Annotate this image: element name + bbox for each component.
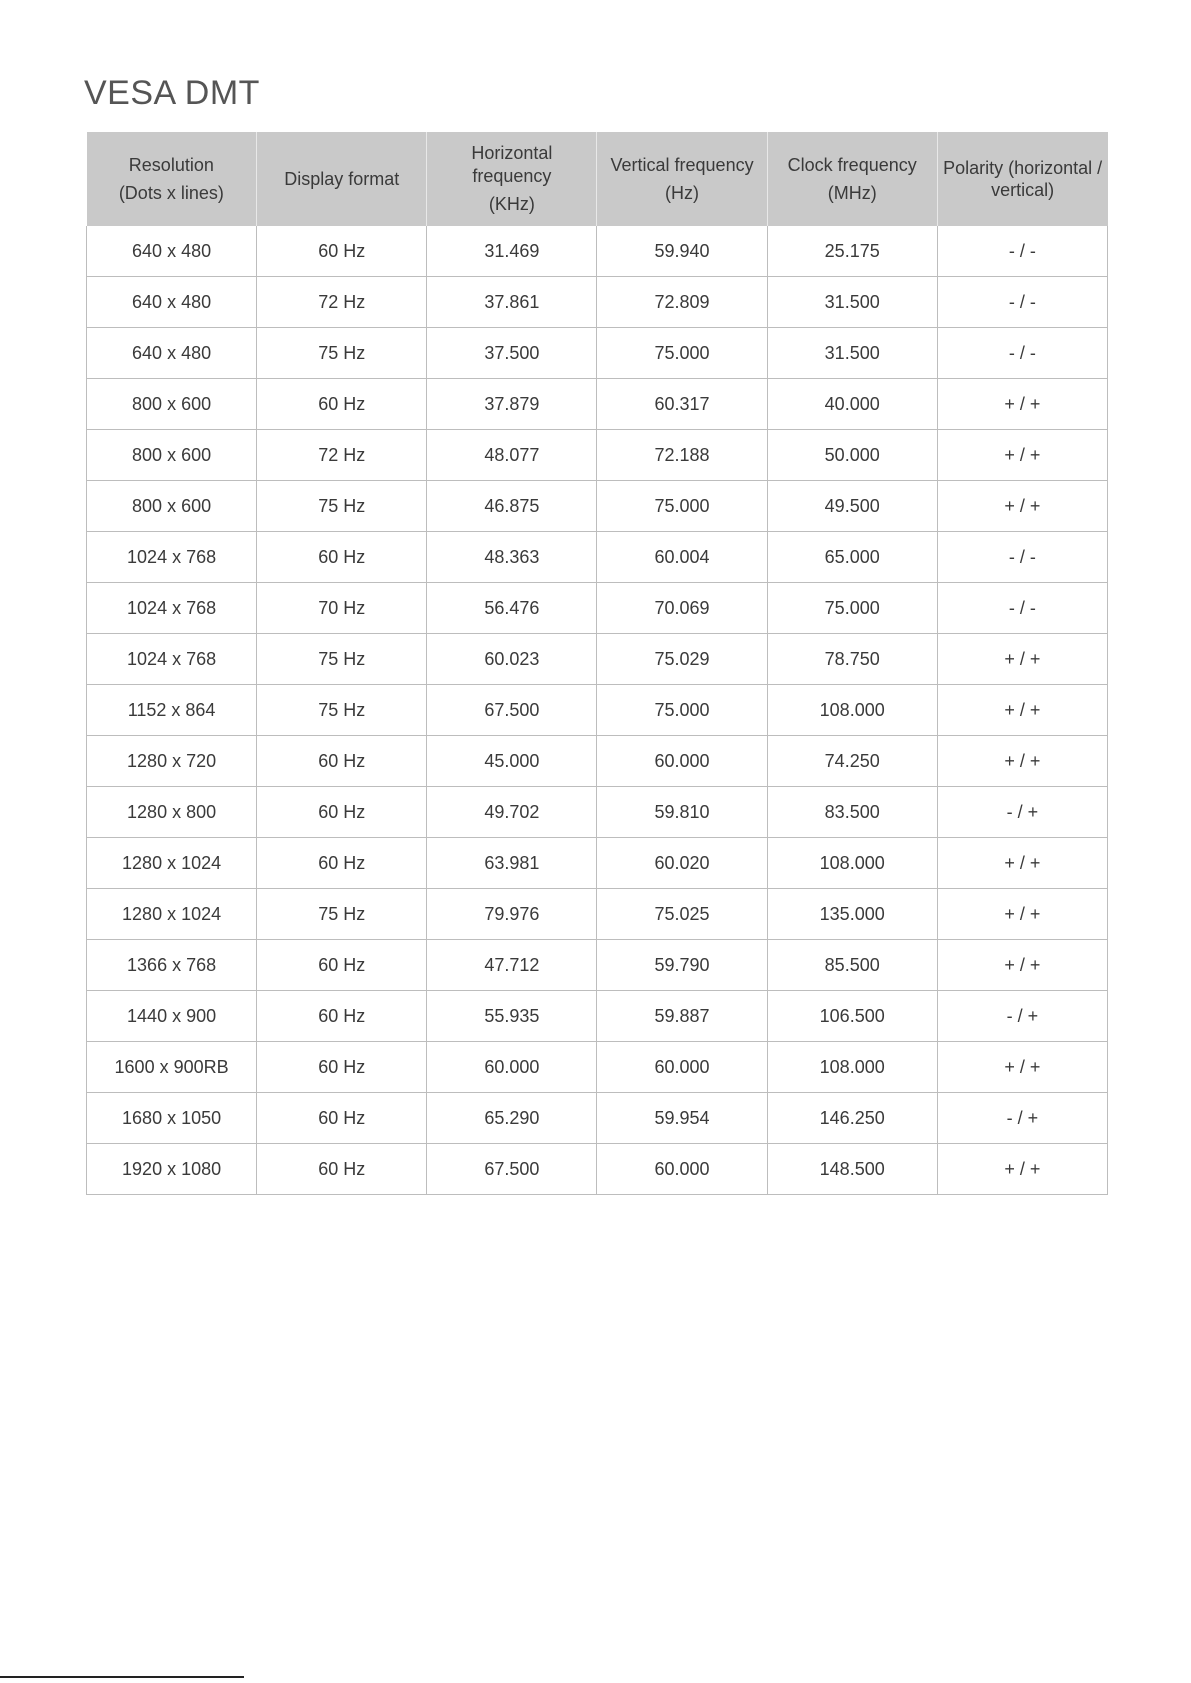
cell-polarity: + / + [937, 634, 1107, 685]
cell-polarity: - / - [937, 532, 1107, 583]
header-unit: (Hz) [665, 183, 700, 203]
cell-horizontal-frequency: 65.290 [427, 1093, 597, 1144]
header-label: Resolution [128, 154, 214, 175]
cell-display-format: 60 Hz [257, 1042, 427, 1093]
cell-resolution: 1024 x 768 [87, 634, 257, 685]
cell-horizontal-frequency: 31.469 [427, 226, 597, 277]
table-row [87, 532, 1108, 583]
vesa-dmt-table [86, 132, 1108, 1195]
header-label: Polarity (horizontal / vertical) [943, 157, 1103, 200]
cell-vertical-frequency: 59.954 [597, 1093, 767, 1144]
cell-horizontal-frequency: 48.363 [427, 532, 597, 583]
cell-resolution: 1600 x 900RB [87, 1042, 257, 1093]
cell-horizontal-frequency: 60.023 [427, 634, 597, 685]
cell-resolution: 800 x 600 [87, 379, 257, 430]
cell-clock-frequency: 75.000 [767, 583, 937, 634]
cell-clock-frequency: 83.500 [767, 787, 937, 838]
cell-resolution: 640 x 480 [87, 226, 257, 277]
cell-resolution: 1920 x 1080 [87, 1144, 257, 1195]
cell-vertical-frequency: 75.025 [597, 889, 767, 940]
footnote-rule [0, 1676, 244, 1678]
cell-resolution: 1152 x 864 [87, 685, 257, 736]
table-row [87, 328, 1108, 379]
cell-clock-frequency: 108.000 [767, 838, 937, 889]
cell-horizontal-frequency: 79.976 [427, 889, 597, 940]
cell-horizontal-frequency: 46.875 [427, 481, 597, 532]
cell-vertical-frequency: 60.000 [597, 736, 767, 787]
cell-vertical-frequency: 75.000 [597, 481, 767, 532]
cell-vertical-frequency: 70.069 [597, 583, 767, 634]
cell-display-format: 72 Hz [257, 277, 427, 328]
cell-display-format: 72 Hz [257, 430, 427, 481]
cell-clock-frequency: 85.500 [767, 940, 937, 991]
cell-polarity: - / - [937, 583, 1107, 634]
table-row [87, 1093, 1108, 1144]
table-row [87, 991, 1108, 1042]
cell-vertical-frequency: 59.790 [597, 940, 767, 991]
cell-clock-frequency: 49.500 [767, 481, 937, 532]
table-row [87, 838, 1108, 889]
cell-vertical-frequency: 75.000 [597, 685, 767, 736]
table-row [87, 379, 1108, 430]
cell-resolution: 1680 x 1050 [87, 1093, 257, 1144]
cell-clock-frequency: 50.000 [767, 430, 937, 481]
table-row [87, 634, 1108, 685]
cell-horizontal-frequency: 67.500 [427, 1144, 597, 1195]
cell-vertical-frequency: 59.887 [597, 991, 767, 1042]
cell-polarity: - / - [937, 226, 1107, 277]
cell-clock-frequency: 31.500 [767, 277, 937, 328]
cell-clock-frequency: 148.500 [767, 1144, 937, 1195]
cell-display-format: 60 Hz [257, 838, 427, 889]
cell-vertical-frequency: 59.940 [597, 226, 767, 277]
cell-display-format: 60 Hz [257, 736, 427, 787]
header-polarity [937, 132, 1107, 226]
cell-clock-frequency: 65.000 [767, 532, 937, 583]
cell-clock-frequency: 135.000 [767, 889, 937, 940]
cell-polarity: + / + [937, 379, 1107, 430]
cell-polarity: + / + [937, 481, 1107, 532]
cell-polarity: - / + [937, 787, 1107, 838]
header-label: Display format [284, 168, 400, 189]
header-horizontal-frequency [427, 132, 597, 226]
table-row [87, 685, 1108, 736]
cell-horizontal-frequency: 37.861 [427, 277, 597, 328]
header-resolution [87, 132, 257, 226]
cell-clock-frequency: 40.000 [767, 379, 937, 430]
cell-clock-frequency: 78.750 [767, 634, 937, 685]
cell-horizontal-frequency: 56.476 [427, 583, 597, 634]
header-label: Horizontal frequency [471, 143, 553, 186]
cell-vertical-frequency: 60.004 [597, 532, 767, 583]
header-unit: (MHz) [827, 183, 877, 203]
cell-display-format: 75 Hz [257, 328, 427, 379]
cell-resolution: 1280 x 720 [87, 736, 257, 787]
header-unit: (KHz) [488, 194, 535, 215]
cell-horizontal-frequency: 37.500 [427, 328, 597, 379]
table-row [87, 787, 1108, 838]
cell-vertical-frequency: 72.809 [597, 277, 767, 328]
header-display-format [257, 132, 427, 226]
cell-display-format: 60 Hz [257, 991, 427, 1042]
header-clock-frequency [767, 132, 937, 226]
cell-horizontal-frequency: 45.000 [427, 736, 597, 787]
cell-vertical-frequency: 60.317 [597, 379, 767, 430]
cell-resolution: 1024 x 768 [87, 583, 257, 634]
cell-display-format: 70 Hz [257, 583, 427, 634]
cell-display-format: 75 Hz [257, 685, 427, 736]
cell-polarity: + / + [937, 889, 1107, 940]
cell-resolution: 800 x 600 [87, 430, 257, 481]
cell-display-format: 60 Hz [257, 1144, 427, 1195]
table-row [87, 940, 1108, 991]
page-title: VESA DMT [84, 74, 260, 112]
cell-polarity: + / + [937, 736, 1107, 787]
cell-resolution: 800 x 600 [87, 481, 257, 532]
cell-display-format: 75 Hz [257, 634, 427, 685]
cell-resolution: 640 x 480 [87, 277, 257, 328]
cell-horizontal-frequency: 60.000 [427, 1042, 597, 1093]
cell-display-format: 60 Hz [257, 940, 427, 991]
table-row [87, 277, 1108, 328]
cell-resolution: 1440 x 900 [87, 991, 257, 1042]
table-row [87, 430, 1108, 481]
cell-horizontal-frequency: 37.879 [427, 379, 597, 430]
cell-resolution: 1280 x 1024 [87, 889, 257, 940]
cell-polarity: - / - [937, 277, 1107, 328]
cell-polarity: + / + [937, 430, 1107, 481]
cell-clock-frequency: 146.250 [767, 1093, 937, 1144]
cell-display-format: 60 Hz [257, 787, 427, 838]
cell-polarity: + / + [937, 1042, 1107, 1093]
table-row [87, 1042, 1108, 1093]
cell-clock-frequency: 108.000 [767, 1042, 937, 1093]
header-unit: (Dots x lines) [118, 183, 224, 203]
cell-resolution: 1024 x 768 [87, 532, 257, 583]
cell-display-format: 60 Hz [257, 226, 427, 277]
cell-resolution: 1366 x 768 [87, 940, 257, 991]
cell-resolution: 1280 x 800 [87, 787, 257, 838]
cell-vertical-frequency: 75.000 [597, 328, 767, 379]
table-row [87, 1144, 1108, 1195]
header-label: Clock frequency [787, 154, 917, 175]
cell-clock-frequency: 25.175 [767, 226, 937, 277]
cell-horizontal-frequency: 55.935 [427, 991, 597, 1042]
cell-polarity: - / + [937, 1093, 1107, 1144]
cell-display-format: 60 Hz [257, 379, 427, 430]
table-header-row [87, 132, 1108, 226]
cell-display-format: 75 Hz [257, 889, 427, 940]
cell-vertical-frequency: 59.810 [597, 787, 767, 838]
header-vertical-frequency [597, 132, 767, 226]
cell-vertical-frequency: 75.029 [597, 634, 767, 685]
cell-horizontal-frequency: 48.077 [427, 430, 597, 481]
cell-horizontal-frequency: 49.702 [427, 787, 597, 838]
table-row [87, 889, 1108, 940]
cell-display-format: 60 Hz [257, 532, 427, 583]
cell-polarity: - / - [937, 328, 1107, 379]
cell-resolution: 640 x 480 [87, 328, 257, 379]
header-label: Vertical frequency [610, 154, 754, 175]
cell-horizontal-frequency: 47.712 [427, 940, 597, 991]
cell-clock-frequency: 31.500 [767, 328, 937, 379]
table-body [87, 226, 1108, 1195]
cell-vertical-frequency: 72.188 [597, 430, 767, 481]
table-row [87, 226, 1108, 277]
cell-display-format: 75 Hz [257, 481, 427, 532]
cell-vertical-frequency: 60.000 [597, 1144, 767, 1195]
table-row [87, 583, 1108, 634]
cell-vertical-frequency: 60.020 [597, 838, 767, 889]
cell-clock-frequency: 74.250 [767, 736, 937, 787]
cell-clock-frequency: 108.000 [767, 685, 937, 736]
cell-clock-frequency: 106.500 [767, 991, 937, 1042]
table-row [87, 736, 1108, 787]
cell-horizontal-frequency: 63.981 [427, 838, 597, 889]
cell-polarity: + / + [937, 940, 1107, 991]
cell-resolution: 1280 x 1024 [87, 838, 257, 889]
cell-vertical-frequency: 60.000 [597, 1042, 767, 1093]
table-row [87, 481, 1108, 532]
cell-polarity: + / + [937, 685, 1107, 736]
cell-polarity: - / + [937, 991, 1107, 1042]
cell-polarity: + / + [937, 1144, 1107, 1195]
cell-horizontal-frequency: 67.500 [427, 685, 597, 736]
cell-display-format: 60 Hz [257, 1093, 427, 1144]
cell-polarity: + / + [937, 838, 1107, 889]
